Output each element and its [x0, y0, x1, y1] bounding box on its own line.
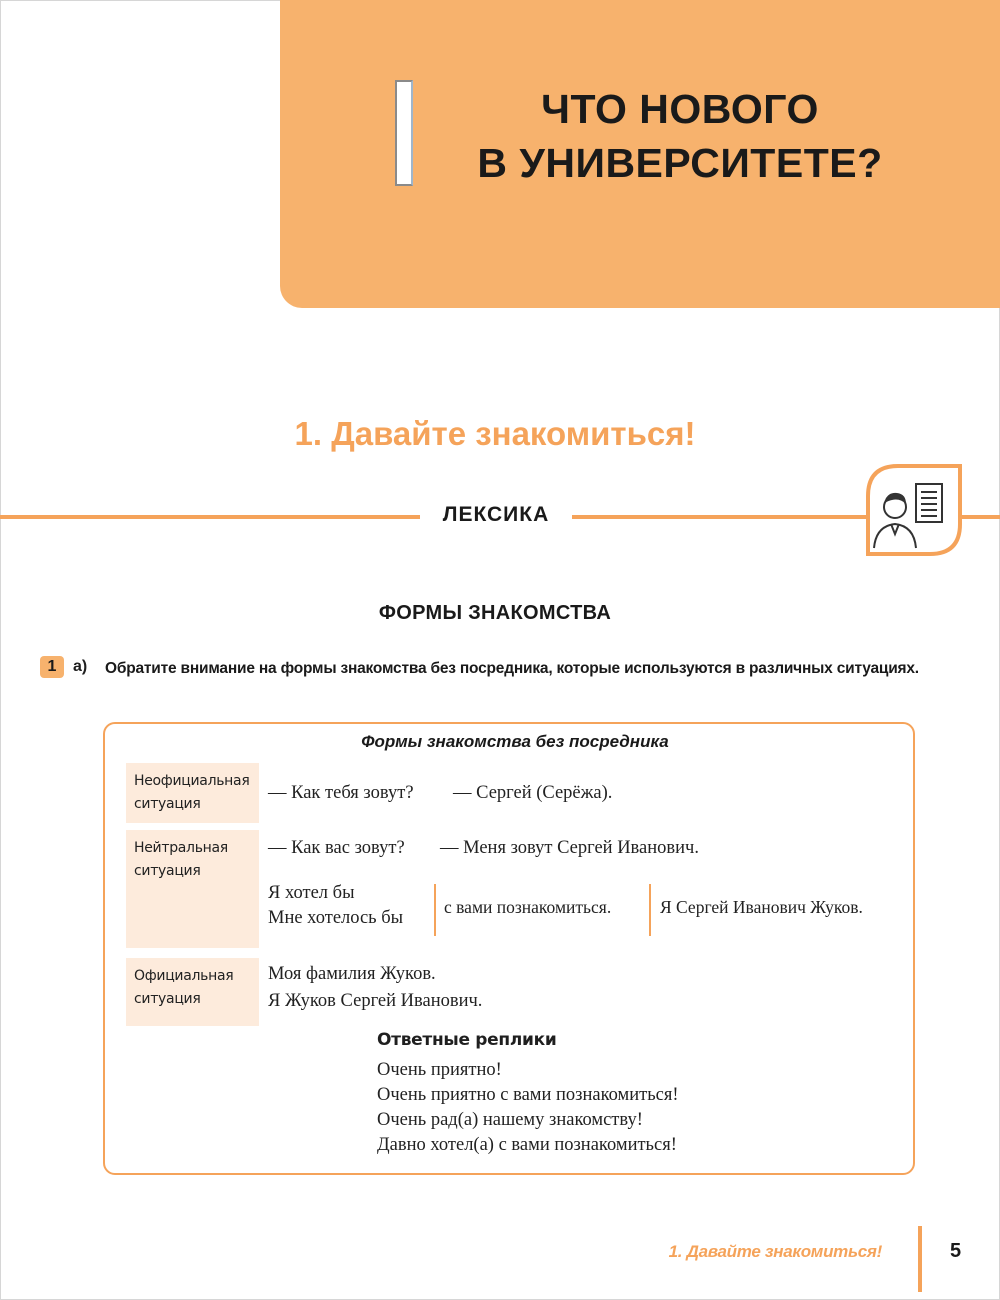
- chapter-title: ЧТО НОВОГО В УНИВЕРСИТЕТЕ?: [477, 86, 883, 186]
- reply-item: Очень приятно!: [377, 1060, 502, 1080]
- dialog-answer-neutral: — Меня зовут Сергей Иванович.: [440, 838, 699, 858]
- exercise-number-badge: 1: [40, 656, 64, 678]
- dialog-question-informal: — Как тебя зовут?: [268, 783, 414, 803]
- section-divider-right: [572, 515, 872, 519]
- dialog-question-neutral: — Как вас зовут?: [268, 838, 405, 858]
- replies-heading: Ответные реплики: [377, 1030, 557, 1050]
- dialog-answer-informal: — Сергей (Серёжа).: [453, 783, 613, 803]
- table-caption: Формы знакомства без посредника: [361, 732, 669, 751]
- footer-divider: [918, 1226, 922, 1292]
- section-divider-left: [0, 515, 420, 519]
- reply-item: Очень рад(а) нашему знакомству!: [377, 1110, 643, 1130]
- column-separator-1: [434, 884, 436, 936]
- column-separator-2: [649, 884, 651, 936]
- reply-item: Очень приятно с вами познакомиться!: [377, 1085, 679, 1105]
- variant-right-phrase: Я Сергей Иванович Жуков.: [660, 897, 863, 917]
- official-line-2: Я Жуков Сергей Иванович.: [268, 991, 483, 1011]
- variant-line-2: Мне хотелось бы: [268, 908, 404, 928]
- chapter-numeral-bar: [395, 80, 413, 186]
- exercise-instruction: Обратите внимание на формы знакомства без посредника, которые используются в различных ситуациях.: [105, 660, 919, 677]
- subsection-title: ФОРМЫ ЗНАКОМСТВА: [378, 602, 612, 624]
- situation-cell-neutral: Нейтральная ситуация: [126, 830, 259, 948]
- footer-lesson-title: 1. Давайте знакомиться!: [668, 1242, 882, 1261]
- lesson-title: 1. Давайте знакомиться!: [294, 415, 696, 452]
- section-label: ЛЕКСИКА: [442, 503, 550, 526]
- teacher-with-document-icon: [864, 462, 964, 556]
- reply-item: Давно хотел(а) с вами познакомиться!: [377, 1135, 677, 1155]
- official-line-1: Моя фамилия Жуков.: [268, 964, 436, 984]
- situation-cell-informal: Неофициальная ситуация: [126, 763, 259, 823]
- variant-middle-phrase: с вами познакомиться.: [444, 897, 612, 917]
- variant-line-1: Я хотел бы: [268, 883, 355, 903]
- situation-cell-official: Официальная ситуация: [126, 958, 259, 1026]
- section-divider-far: [960, 515, 1000, 519]
- exercise-letter: а): [73, 658, 88, 675]
- page-number: 5: [950, 1240, 962, 1262]
